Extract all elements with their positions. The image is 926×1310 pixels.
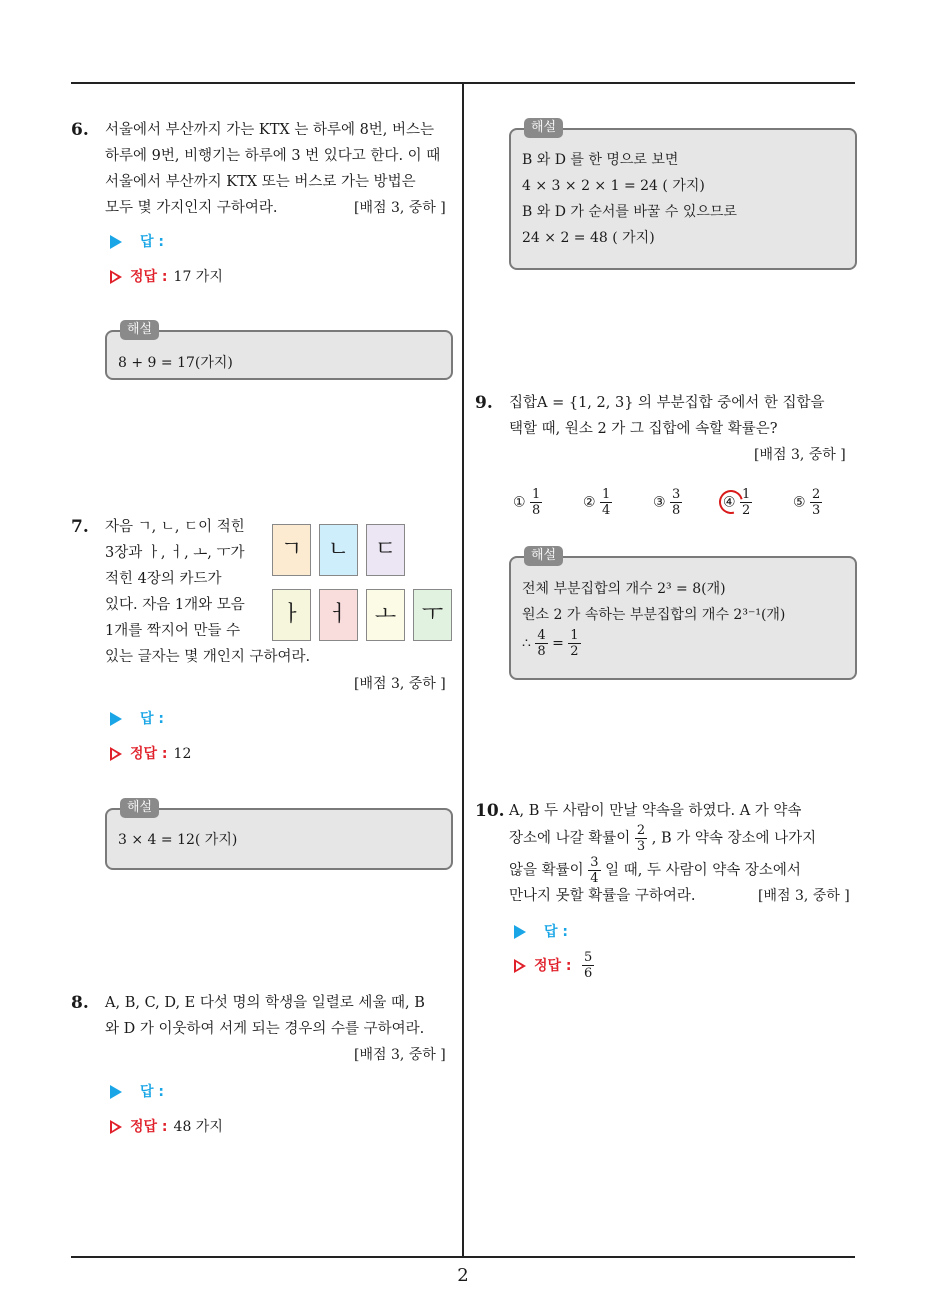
card-vowel: ㅏ bbox=[272, 589, 311, 641]
q9-choice-1[interactable] bbox=[513, 487, 542, 518]
fraction: $\frac{1}{2}$ bbox=[742, 487, 751, 518]
outline-triangle-icon bbox=[514, 959, 526, 973]
equals-sign: = bbox=[552, 635, 564, 652]
q7-solution-box bbox=[105, 808, 453, 870]
q8-solution-tag: 해설 bbox=[524, 118, 563, 138]
correct-label: 정답 : bbox=[130, 1119, 168, 1135]
fraction: $\frac{1}{8}$ bbox=[532, 487, 541, 518]
q9-choice-3[interactable] bbox=[653, 487, 682, 518]
q8-correct-row bbox=[110, 1114, 223, 1140]
q7-line: 있다. 자음 1개와 모음 bbox=[105, 597, 245, 613]
card-vowel: ㅓ bbox=[319, 589, 358, 641]
fraction: $\frac{3}{4}$ bbox=[590, 855, 599, 886]
card-consonant: ㄱ bbox=[272, 524, 311, 576]
q7-solution-tag: 해설 bbox=[120, 798, 159, 818]
q8-correct-value: 48 가지 bbox=[173, 1119, 223, 1135]
play-arrow-icon bbox=[110, 712, 122, 726]
q6-solution-tag: 해설 bbox=[120, 320, 159, 340]
outline-triangle-icon bbox=[110, 1120, 122, 1134]
q8-solution-line: B 와 D 를 한 명으로 보면 bbox=[522, 152, 679, 168]
q10-answer-row[interactable] bbox=[514, 919, 568, 945]
answer-label: 답 : bbox=[140, 711, 164, 727]
q7-correct-row bbox=[110, 741, 191, 767]
fraction: $\frac{1}{4}$ bbox=[602, 487, 611, 518]
q8-solution-line: 24 × 2 = 48 ( 가지) bbox=[522, 230, 655, 246]
q7-line: 1개를 짝지어 만들 수 bbox=[105, 623, 241, 639]
q10-points: [배점 3, 중하 ] bbox=[758, 888, 850, 904]
q6-points: [배점 3, 중하 ] bbox=[354, 200, 446, 216]
q10-correct-row bbox=[514, 950, 594, 981]
q7-line: 3장과 ㅏ, ㅓ, ㅗ, ㅜ가 bbox=[105, 545, 245, 561]
outline-triangle-icon bbox=[110, 270, 122, 284]
q6-answer-row[interactable] bbox=[110, 229, 164, 255]
card-consonant: ㄷ bbox=[366, 524, 405, 576]
q9-number: 9. bbox=[475, 393, 493, 413]
q10-line: 장소에 나갈 확률이 $\frac{2}{3}$ , B 가 약속 장소에 나가지 bbox=[509, 823, 817, 854]
answer-label: 답 : bbox=[140, 1084, 164, 1100]
q10-line: 만나지 못할 확률을 구하여라. bbox=[509, 888, 696, 904]
fraction: $\frac{1}{2}$ bbox=[570, 628, 579, 659]
q9-solution-final bbox=[522, 628, 581, 659]
fraction: $\frac{4}{8}$ bbox=[537, 628, 546, 659]
q8-solution-line: B 와 D 가 순서를 바꿀 수 있으므로 bbox=[522, 204, 737, 220]
correct-label: 정답 : bbox=[534, 957, 572, 974]
correct-label: 정답 : bbox=[130, 746, 168, 762]
choice-mark: ④ bbox=[723, 494, 736, 511]
choice-mark: ③ bbox=[653, 494, 666, 511]
q9-solution-line: 전체 부분집합의 개수 2³ = 8(개) bbox=[522, 581, 726, 597]
q8-answer-row[interactable] bbox=[110, 1079, 164, 1105]
q6-line: 하루에 9번, 비행기는 하루에 3 번 있다고 한다. 이 때 bbox=[105, 148, 441, 164]
answer-label: 답 : bbox=[140, 234, 164, 250]
q8-line: A, B, C, D, E 다섯 명의 학생을 일렬로 세울 때, B bbox=[105, 995, 425, 1011]
q7-line: 적힌 4장의 카드가 bbox=[105, 571, 222, 587]
q6-correct-value: 17 가지 bbox=[173, 269, 223, 285]
choice-mark: ① bbox=[513, 494, 526, 511]
q9-solution-tag: 해설 bbox=[524, 546, 563, 566]
card-vowel: ㅗ bbox=[366, 589, 405, 641]
play-arrow-icon bbox=[110, 235, 122, 249]
q7-answer-row[interactable] bbox=[110, 706, 164, 732]
q8-solution-box bbox=[509, 128, 857, 270]
fraction: $\frac{2}{3}$ bbox=[636, 823, 646, 854]
card-consonant: ㄴ bbox=[319, 524, 358, 576]
q6-solution-line: 8 + 9 = 17(가지) bbox=[118, 355, 233, 371]
q6-line: 서울에서 부산까지 가는 KTX 는 하루에 8번, 버스는 bbox=[105, 122, 435, 138]
q9-choice-5[interactable] bbox=[793, 487, 822, 518]
q8-text bbox=[105, 990, 455, 1042]
q9-text bbox=[509, 390, 859, 442]
answer-label: 답 : bbox=[544, 924, 568, 940]
play-arrow-icon bbox=[110, 1085, 122, 1099]
q9-solution-line: 원소 2 가 속하는 부분집합의 개수 2³⁻¹(개) bbox=[522, 607, 786, 623]
q6-number: 6. bbox=[71, 120, 89, 140]
q7-line: 자음 ㄱ, ㄴ, ㄷ이 적힌 bbox=[105, 519, 245, 535]
card-vowel: ㅜ bbox=[413, 589, 452, 641]
fraction: $\frac{2}{3}$ bbox=[812, 487, 821, 518]
choice-mark: ② bbox=[583, 494, 596, 511]
play-arrow-icon bbox=[514, 925, 526, 939]
column-divider bbox=[462, 82, 464, 1257]
q9-choice-2[interactable] bbox=[583, 487, 612, 518]
fraction: $\frac{3}{8}$ bbox=[672, 487, 681, 518]
q7-number: 7. bbox=[71, 517, 89, 537]
q7-solution-line: 3 × 4 = 12( 가지) bbox=[118, 832, 238, 848]
q8-number: 8. bbox=[71, 993, 89, 1013]
q10-number: 10. bbox=[475, 801, 505, 821]
q10-correct-fraction: $\frac{5}{6}$ bbox=[583, 950, 593, 981]
q9-points: [배점 3, 중하 ] bbox=[754, 447, 846, 463]
outline-triangle-icon bbox=[110, 747, 122, 761]
q8-solution-line: 4 × 3 × 2 × 1 = 24 ( 가지) bbox=[522, 178, 705, 194]
q10-line: 않을 확률이 $\frac{3}{4}$ 일 때, 두 사람이 약속 장소에서 bbox=[509, 855, 801, 886]
q7-points: [배점 3, 중하 ] bbox=[354, 676, 446, 692]
correct-label: 정답 : bbox=[130, 269, 168, 285]
q6-line: 모두 몇 가지인지 구하여라. bbox=[105, 200, 278, 216]
q9-line: 택할 때, 원소 2 가 그 집합에 속할 확률은? bbox=[509, 421, 778, 437]
therefore-sign: ∴ bbox=[522, 635, 531, 652]
q6-correct-row bbox=[110, 264, 223, 290]
q9-line: 집합A = {1, 2, 3} 의 부분집합 중에서 한 집합을 bbox=[509, 395, 825, 411]
q10-line: A, B 두 사람이 만날 약속을 하였다. A 가 약속 bbox=[509, 803, 802, 819]
q6-line: 서울에서 부산까지 KTX 또는 버스로 가는 방법은 bbox=[105, 174, 416, 190]
q9-solution-box bbox=[509, 556, 857, 680]
page-number: 2 bbox=[457, 1265, 469, 1286]
choice-mark: ⑤ bbox=[793, 494, 806, 511]
q7-correct-value: 12 bbox=[173, 746, 192, 762]
q8-points: [배점 3, 중하 ] bbox=[354, 1047, 446, 1063]
q8-line: 와 D 가 이웃하여 서게 되는 경우의 수를 구하여라. bbox=[105, 1021, 425, 1037]
bottom-rule bbox=[71, 1256, 855, 1258]
q7-line: 있는 글자는 몇 개인지 구하여라. bbox=[105, 649, 311, 665]
